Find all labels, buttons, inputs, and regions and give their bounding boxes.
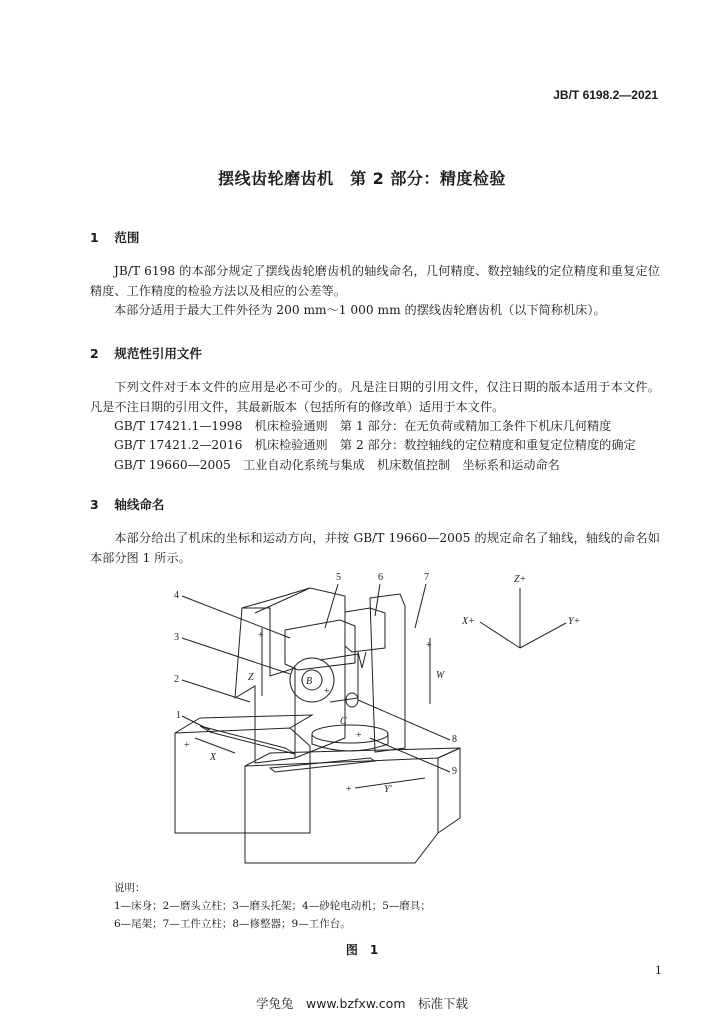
notes-line-1: 1—床身；2—磨头立柱；3—磨头托架；4—砂轮电动机；5—磨具； xyxy=(114,900,431,912)
x-axis-arrow xyxy=(195,738,235,753)
leader-line xyxy=(370,738,450,772)
leader-line xyxy=(182,638,290,674)
leader-line xyxy=(182,680,250,702)
reference-item: GB/T 19660—2005 工业自动化系统与集成 机床数值控制 坐标系和运动命名 xyxy=(114,458,560,472)
axis-label-y: Y' xyxy=(384,784,392,795)
axis-naming-paragraph xyxy=(90,529,660,568)
callout-6: 6 xyxy=(378,572,383,583)
c-plus: + xyxy=(356,730,362,741)
axis-naming-text: 本部分给出了机床的坐标和运动方向，并按 GB/T 19660—2005 的规定命名了轴线，轴线的命名如本部分图 1 所示。 xyxy=(90,531,660,565)
leader-line xyxy=(358,700,450,740)
coord-label-x: X+ xyxy=(462,616,475,627)
coord-label-y: Y+ xyxy=(568,616,581,627)
callout-1: 1 xyxy=(176,710,181,721)
references-intro xyxy=(90,378,660,417)
standard-number: JB/T 6198.2—2021 xyxy=(553,88,658,102)
page-number: 1 xyxy=(655,964,662,977)
callout-8: 8 xyxy=(452,734,457,745)
axis-label-z: Z xyxy=(248,672,254,683)
callout-9: 9 xyxy=(452,766,457,777)
leader-line xyxy=(182,596,290,638)
tailstock-center xyxy=(358,652,366,668)
section-title: 范围 xyxy=(114,230,140,245)
section-heading-references xyxy=(90,344,202,362)
callout-5: 5 xyxy=(336,572,341,583)
callout-2: 2 xyxy=(174,674,179,685)
w-plus: + xyxy=(426,640,432,651)
table-base-side xyxy=(438,748,460,833)
references-intro-text: 下列文件对于本文件的应用是必不可少的。凡是注日期的引用文件，仅注日期的版本适用于本文件。凡是不注日期的引用文件，其最新版本（包括所有的修改单）适用于本文件。 xyxy=(90,380,660,414)
coord-x-arrow xyxy=(480,622,520,648)
reference-item: GB/T 17421.2—2016 机床检验通则 第 2 部分：数控轴线的定位精度和重复定位精度的确定 xyxy=(114,438,636,452)
table-base-front xyxy=(245,758,438,863)
section-title: 规范性引用文件 xyxy=(114,346,202,361)
section-title: 轴线命名 xyxy=(114,497,165,512)
section-number: 2 xyxy=(90,346,99,361)
notes-line-2: 6—尾架；7—工件立柱；8—修整器；9—工作台。 xyxy=(114,918,351,930)
figure-caption: 图 1 xyxy=(345,943,379,957)
head-column xyxy=(235,608,295,763)
callout-7: 7 xyxy=(424,572,429,583)
work-column xyxy=(370,594,405,752)
scope-text-2: 本部分适用于最大工件外径为 200 mm～1 000 mm 的摆线齿轮磨齿机（以下简称机床）。 xyxy=(114,303,606,317)
section-number: 3 xyxy=(90,497,99,512)
y-plus: + xyxy=(346,784,352,795)
axis-label-x: X xyxy=(210,752,217,763)
coord-y-arrow xyxy=(520,623,566,648)
scope-paragraph-1 xyxy=(90,262,660,301)
coord-label-z: Z+ xyxy=(514,574,527,585)
scope-paragraph-2 xyxy=(90,301,660,321)
axis-label-w: W xyxy=(436,670,445,681)
callout-3: 3 xyxy=(174,632,179,643)
machine-axis-figure xyxy=(170,568,590,868)
z-plus: + xyxy=(258,630,264,641)
footer-watermark: 学兔兔 www.bzfxw.com 标准下载 xyxy=(255,996,469,1011)
axis-label-c: C xyxy=(340,716,347,727)
axis-label-b: B xyxy=(306,676,313,687)
notes-label: 说明： xyxy=(114,882,146,894)
section-number: 1 xyxy=(90,230,99,245)
dresser xyxy=(346,693,358,707)
scope-text-1: JB/T 6198 的本部分规定了摆线齿轮磨齿机的轴线命名，几何精度、数控轴线的定位精度和重复定位精度、工作精度的检验方法以及相应的公差等。 xyxy=(90,264,660,298)
x-plus: + xyxy=(184,740,190,751)
tailstock xyxy=(345,608,385,652)
section-heading-scope xyxy=(90,228,139,246)
document-title: 摆线齿轮磨齿机 第 2 部分：精度检验 xyxy=(218,169,506,188)
bed-body xyxy=(175,728,310,833)
b-plus: + xyxy=(324,686,330,697)
head-column-side xyxy=(255,588,345,758)
reference-item: GB/T 17421.1—1998 机床检验通则 第 1 部分：在无负荷或精加工条件下机床几何精度 xyxy=(114,419,612,433)
callout-4: 4 xyxy=(174,590,179,601)
leader-line xyxy=(415,584,426,628)
section-heading-axis-naming xyxy=(90,495,164,513)
y-slide-rail xyxy=(270,758,375,772)
head-column-top xyxy=(242,588,310,608)
